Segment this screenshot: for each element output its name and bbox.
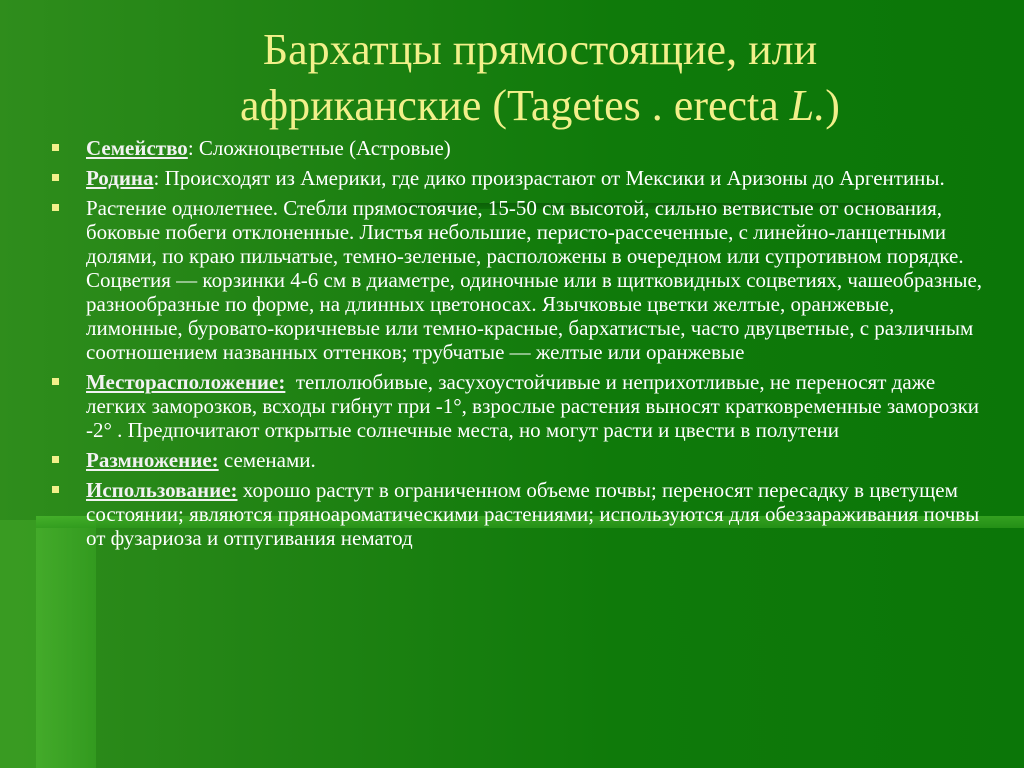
bullet-text: теплолюбивые, засухоустойчивые и неприхотливые, не переносят даже легких заморозков, всходы гибнут при -1°, взрослые растения выносят кратковременные заморозки -2° . Предпочитают открытые солнечные места, но могут расти и цвести в полутени [86,370,980,442]
bullet-separator [285,370,296,394]
square-bullet-icon [52,204,59,211]
bullet-text: семенами. [223,448,316,472]
square-bullet-icon [52,144,59,151]
bullet-item-location [52,370,988,442]
bullet-separator: : [153,166,165,190]
slide-title-line2-suffix: ) [825,81,840,130]
bullet-label: Месторасположение: [86,370,286,394]
slide-body [52,136,988,556]
bullet-label: Семейство [86,136,188,160]
slide-title-line2-prefix: африканские (Tagetes . erecta [240,81,790,130]
slide-title-line1: Бархатцы прямостоящие, или [262,25,818,74]
bullet-label: Использование: [86,478,238,502]
bullet-item-homeland [52,166,988,190]
bullet-label: Родина [86,166,154,190]
slide-title-line2-italic: L. [789,81,826,130]
bullet-item-propagation [52,448,988,472]
square-bullet-icon [52,378,59,385]
bullet-item-description [52,196,988,364]
bullet-label: Размножение: [86,448,219,472]
square-bullet-icon [52,486,59,493]
bullet-separator: : [187,136,199,160]
bullet-text: Растение однолетнее. Стебли прямостоячие, 15-50 см высотой, сильно ветвистые от основания, боковые побеги отклоненные. Листья небольшие, перисто-рассеченные, с линейно-ланцетными долями, по краю пильчатые, темно-зеленые, расположены в очередном или супротивном порядке. Соцветия — корзинки 4-6 см в диаметре, одиночные или в щитковидных соцветиях, чашеобразные, разнообразные по форме, на длинных цветоносах. Язычковые цветки желтые, оранжевые, лимонные, буровато-коричневые или темно-красные, бархатистые, часто двуцветные, с различным соотношением названных оттенков; трубчатые — желтые или оранжевые [86,196,983,364]
square-bullet-icon [52,456,59,463]
decorative-panel-left-outer [0,520,36,768]
square-bullet-icon [52,174,59,181]
bullet-text: Сложноцветные (Астровые) [198,136,451,160]
bullet-item-family [52,136,988,160]
slide-title [120,22,960,134]
bullet-text: хорошо растут в ограниченном объеме почвы; переносят пересадку в цветущем состоянии; являются пряноароматическими растениями; используются для обеззараживания почвы от фузариоза и отпугивания нематод [86,478,980,550]
bullet-item-usage [52,478,988,550]
bullet-text: Происходят из Америки, где дико произрастают от Мексики и Аризоны до Аргентины. [164,166,945,190]
slide-title-line2 [120,78,960,134]
bullet-list [52,136,988,550]
